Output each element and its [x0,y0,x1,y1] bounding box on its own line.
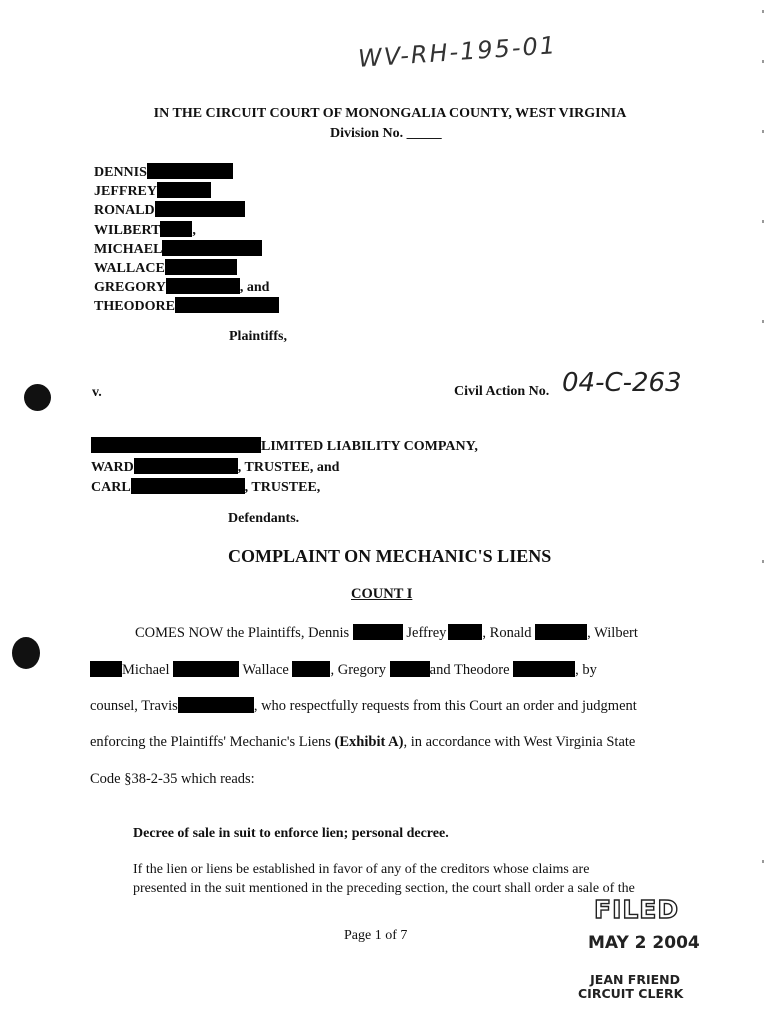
complaint-title: COMPLAINT ON MECHANIC'S LIENS [228,546,552,566]
redaction-bar [90,661,122,677]
redaction-bar [131,478,245,494]
redaction-bar [155,201,245,217]
page-number: Page 1 of 7 [344,928,408,943]
redaction-bar [513,661,575,677]
plaintiffs-label: Plaintiffs, [229,329,287,344]
margin-mark [762,220,764,223]
margin-mark [762,130,764,133]
redaction-bar [173,661,239,677]
redaction-bar [175,297,279,313]
redaction-bar [91,437,261,453]
versus-label: v. [92,385,102,400]
paragraph-line: enforcing the Plaintiffs' Mechanic's Liens (Exhibit A), in accordance with West Virginia State [90,734,636,750]
plaintiff-row: WILBERT , [94,222,196,238]
redaction-bar [165,259,237,275]
punch-hole-bottom [12,637,40,669]
paragraph-line: counsel, Travis , who respectfully requests from this Court an order and judgment [90,698,637,714]
clerk-title: CIRCUIT CLERK [578,986,684,1001]
plaintiff-row: DENNIS [94,163,279,182]
punch-hole-top [24,384,51,411]
filed-stamp-clerk [578,972,684,1001]
statute-heading: Decree of sale in suit to enforce lien; personal decree. [133,826,449,841]
margin-mark [762,10,764,13]
plaintiff-row: JEFFREY [94,182,279,201]
plaintiff-row: THEODORE [94,297,279,316]
statute-line: presented in the suit mentioned in the preceding section, the court shall order a sale of the [133,881,635,896]
redaction-bar [162,240,262,256]
margin-mark [762,60,764,63]
civil-action-number: 04-C-263 [562,368,682,398]
redaction-bar [157,182,211,198]
defendant-row: WARD , TRUSTEE, and [91,459,340,475]
defendant-list [91,437,478,499]
redaction-bar [178,697,254,713]
statute-line: If the lien or liens be established in favor of any of the creditors whose claims are [133,862,590,877]
paragraph-line: COMES NOW the Plaintiffs, Dennis Jeffrey , Ronald , Wilbert [135,625,638,641]
court-heading: IN THE CIRCUIT COURT OF MONONGALIA COUNTY, WEST VIRGINIA [153,106,627,121]
defendant-row: CARL , TRUSTEE, [91,480,321,496]
handwritten-document-code: WV-RH-195-01 [357,31,558,73]
civil-action-label: Civil Action No. [454,384,550,399]
redaction-bar [353,624,403,640]
redaction-bar [134,458,238,474]
redaction-bar [147,163,233,179]
redaction-bar [535,624,587,640]
paragraph-line: Michael Wallace , Gregory and Theodore , by [90,661,597,679]
margin-mark [762,560,764,563]
redaction-bar [166,278,240,294]
plaintiff-list [94,163,279,317]
redaction-bar [390,661,430,677]
filed-stamp-date: MAY 2 2004 [588,933,700,953]
defendant-row: LIMITED LIABILITY COMPANY, [91,437,478,458]
division-number: Division No. _____ [330,126,442,141]
plaintiff-row: RONALD [94,201,279,220]
redaction-bar [292,661,330,677]
count-heading: COUNT I [351,586,413,602]
margin-mark [762,860,764,863]
plaintiff-row: MICHAEL [94,240,279,259]
margin-mark [762,320,764,323]
redaction-bar [448,624,482,640]
filed-stamp: FILED [594,895,680,924]
plaintiff-row: GREGORY , and [94,280,270,296]
plaintiff-row: WALLACE [94,259,279,278]
paragraph-line: Code §38-2-35 which reads: [90,771,255,787]
defendants-label: Defendants. [228,511,300,526]
clerk-name: JEAN FRIEND [590,972,680,987]
redaction-bar [160,221,192,237]
